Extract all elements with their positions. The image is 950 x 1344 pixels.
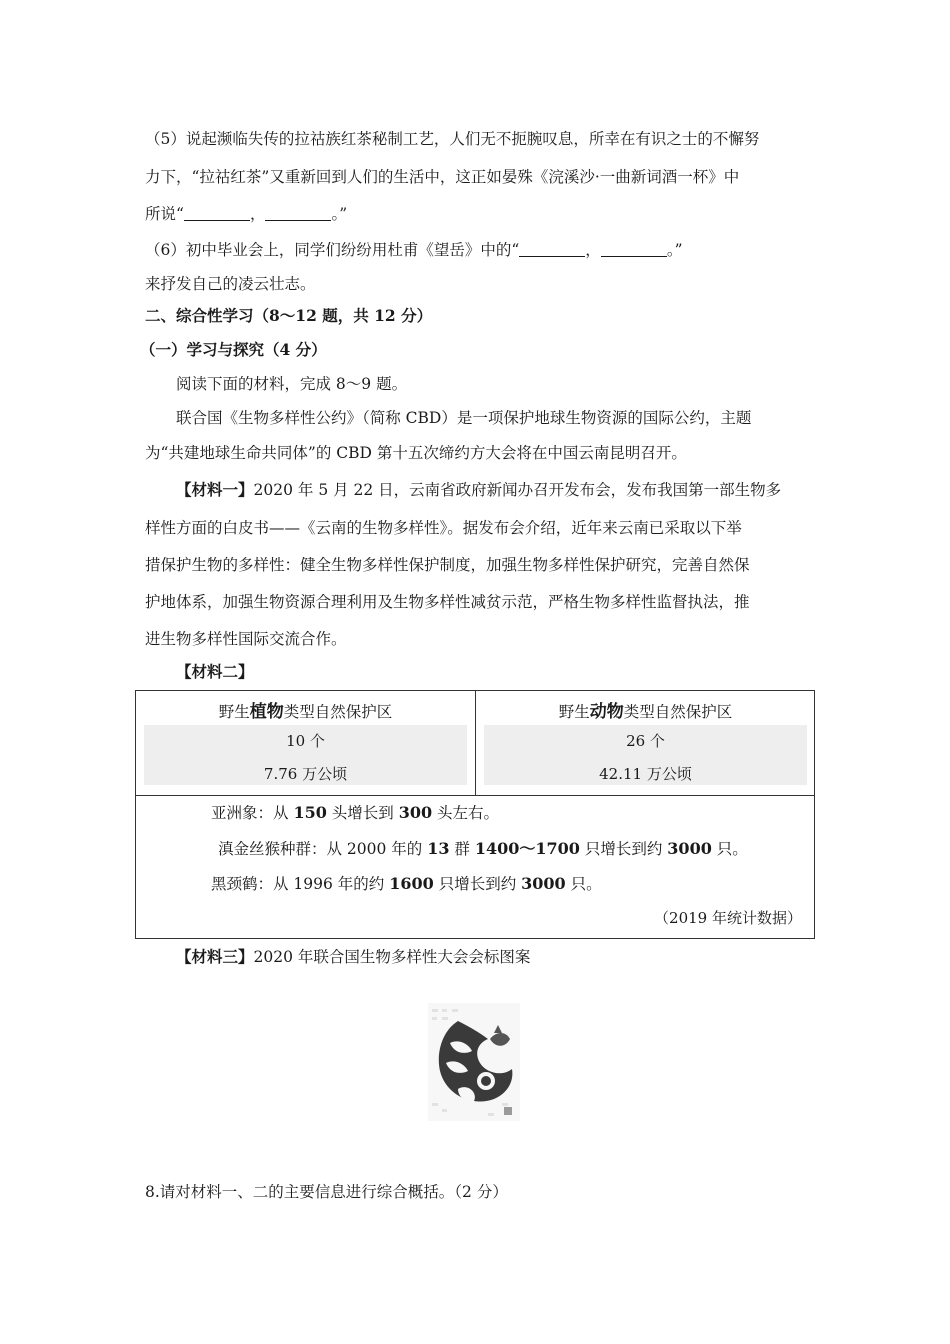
material1-text: 2020 年 5 月 22 日，云南省政府新闻办召开发布会，发布我国第一部生物多 <box>253 481 782 499</box>
intro-line-1: 联合国《生物多样性公约》（简称 CBD）是一项保护地球生物资源的国际公约，主题 <box>176 409 752 427</box>
plant-area: 7.76 万公顷 <box>263 765 348 783</box>
animal-pre: 野生 <box>558 703 590 721</box>
material1-line-4: 护地体系，加强生物资源合理利用及生物多样性减贫示范，严格生物多样性监督执法，推 <box>145 593 750 611</box>
answer-blank-3[interactable] <box>519 241 585 258</box>
q6-sep: ， <box>585 241 601 259</box>
answer-blank-1[interactable] <box>184 205 250 222</box>
q5-suffix: 。” <box>331 205 348 223</box>
intro-line-2: 为“共建地球生命共同体”的 CBD 第十五次缔约方大会将在中国云南昆明召开。 <box>145 444 687 462</box>
animal-area: 42.11 万公顷 <box>599 765 692 783</box>
section-title: 二、综合性学习（8～12 题，共 12 分） <box>145 306 433 325</box>
material1-line-5: 进生物多样性国际交流合作。 <box>145 630 347 648</box>
animal-reserve-heading <box>476 697 815 722</box>
q6-suffix: 。” <box>666 241 683 259</box>
subsection-title: （一）学习与探究（4 分） <box>140 340 327 359</box>
q5-sep: ， <box>249 205 266 223</box>
plant-key: 植物 <box>249 702 284 722</box>
plant-stats <box>144 725 467 785</box>
answer-blank-4[interactable] <box>601 241 667 258</box>
q5-line-2: 力下，“拉祜红茶”又重新回到人们的生活中，这正如晏殊《浣溪沙·一曲新词酒一杯》中 <box>145 168 740 186</box>
material3-line <box>176 945 530 967</box>
q5-prefix: 所说“ <box>145 205 184 223</box>
question-8: 8.请对材料一、二的主要信息进行综合概括。（2 分） <box>145 1183 508 1201</box>
animal-stats <box>484 725 807 785</box>
answer-blank-2[interactable] <box>265 205 331 222</box>
q5-line-1: （5）说起濒临失传的拉祜族红茶秘制工艺，人们无不扼腕叹息，所幸在有识之士的不懈努 <box>145 130 760 148</box>
material2-table <box>135 690 815 939</box>
plant-reserve-heading <box>136 697 475 722</box>
material1-line-2: 样性方面的白皮书——《云南的生物多样性》。据发布会介绍，近年来云南已采取以下举 <box>145 519 742 537</box>
q5-line-3 <box>145 202 347 224</box>
plant-count: 10 个 <box>286 732 325 750</box>
animal-post: 类型自然保护区 <box>623 703 733 721</box>
plant-post: 类型自然保护区 <box>283 703 393 721</box>
data-source-note: （2019 年统计数据） <box>654 909 802 927</box>
material1-line-1 <box>176 478 781 500</box>
material2-label: 【材料二】 <box>176 662 254 681</box>
material1-line-3: 措保护生物的多样性：健全生物多样性保护制度，加强生物多样性保护研究，完善自然保 <box>145 556 750 574</box>
plant-pre: 野生 <box>218 703 250 721</box>
elephant-row: 亚洲象：从 150 头增长到 300 头左右。 <box>211 803 500 822</box>
q6-prefix: （6）初中毕业会上，同学们纷纷用杜甫《望岳》中的“ <box>145 241 520 259</box>
monkey-row: 滇金丝猴种群：从 2000 年的 13 群 1400～1700 只增长到约 3000 只。 <box>218 839 748 858</box>
q6-line-2: 来抒发自己的凌云壮志。 <box>145 275 316 293</box>
biodiversity-logo-image <box>428 1003 520 1121</box>
instruction: 阅读下面的材料，完成 8～9 题。 <box>176 375 408 393</box>
crane-row: 黑颈鹤：从 1996 年的约 1600 只增长到约 3000 只。 <box>211 874 602 893</box>
animal-key: 动物 <box>589 702 624 722</box>
material3-label: 【材料三】 <box>176 947 254 966</box>
table-divider-horizontal <box>136 795 814 796</box>
material1-label: 【材料一】 <box>176 480 254 499</box>
q6-line-1 <box>145 238 683 260</box>
material3-text: 2020 年联合国生物多样性大会会标图案 <box>253 948 531 966</box>
animal-count: 26 个 <box>626 732 665 750</box>
